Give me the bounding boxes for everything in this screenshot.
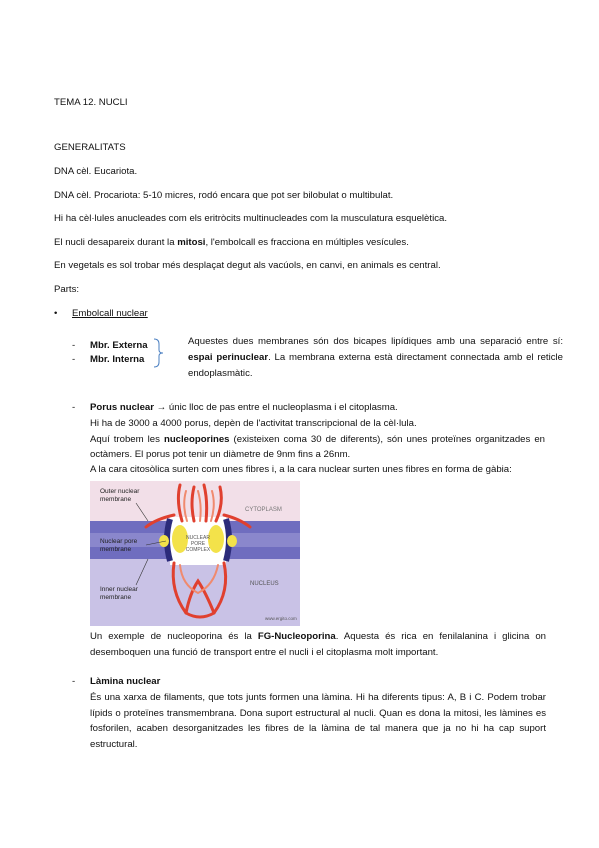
pore-membrane-label: membrane bbox=[100, 546, 132, 553]
cytoplasm-label: CYTOPLASM bbox=[245, 507, 282, 513]
membrane-external: Mbr. Externa bbox=[90, 340, 148, 351]
paragraph-line: Hi ha cèl·lules anucleades com els eritròcits multinucleades com la musculatura esquelètica. bbox=[54, 213, 447, 224]
porus-heading: Porus nuclear → únic lloc de pas entre el nucleoplasma i el citoplasma. bbox=[90, 402, 398, 413]
paragraph-block: És una xarxa de filaments, que tots junts formen una làmina. Hi ha diferents tipus: A, B i C. Podem trobar lípids o proteïnes transmembrana. Dona suport estructural al nucli. Quan es dona la mitosi, les làmines es fosforilen, acaben desorganitzades les fibres de la làmina de tal manera que ja no hi ha cap suport estructural. bbox=[90, 692, 546, 750]
paragraph-line: DNA cèl. Procariota: 5-10 micres, rodó encara que pot ser bilobulat o multibulat. bbox=[54, 190, 394, 201]
outer-membrane-label: membrane bbox=[100, 496, 132, 503]
membranes-description: Aquestes dues membranes són dos bicapes lipídiques amb una separació entre sí: espai perinuclear. La membrana externa està directament connectada amb el reticle endoplasmàtic. bbox=[188, 336, 563, 379]
brace-icon bbox=[152, 338, 166, 368]
paragraph-line: DNA cèl. Eucariota. bbox=[54, 166, 138, 177]
complex-label: COMPLEX bbox=[185, 547, 211, 553]
inner-membrane-label: Inner nuclear bbox=[100, 586, 138, 593]
paragraph-block: Aquí trobem les nucleoporines (existeixen coma 30 de diferents), són unes proteïnes organitzades en octàmers. El porus pot tenir un diàmetre de 9nm fins a 26nm. bbox=[90, 434, 545, 460]
lamina-heading: Làmina nuclear bbox=[90, 676, 161, 687]
list-heading: Embolcall nuclear bbox=[72, 308, 148, 319]
dash: - bbox=[72, 340, 76, 351]
outer-membrane-label: Outer nuclear bbox=[100, 488, 140, 495]
inner-membrane-label: membrane bbox=[100, 594, 132, 601]
nucleus-label: NUCLEUS bbox=[250, 581, 279, 587]
page-title: TEMA 12. NUCLI bbox=[54, 97, 128, 108]
nuclear-pore-figure bbox=[90, 481, 300, 626]
dash: - bbox=[72, 676, 76, 687]
complex-label: PORE bbox=[190, 541, 206, 547]
paragraph-line: En vegetals es sol trobar més desplaçat degut als vacúols, en canvi, en animals es central. bbox=[54, 260, 441, 271]
dash: - bbox=[72, 402, 76, 413]
figure-credit: www.ergito.com bbox=[265, 616, 297, 621]
bullet-icon: • bbox=[54, 308, 58, 319]
dash: - bbox=[72, 354, 76, 365]
paragraph-block: Un exemple de nucleoporina és la FG-Nucleoporina. Aquesta és rica en fenilalanina i glicina on desemboquen una funció de transport entre el nucli i el citoplasma molt important. bbox=[90, 631, 546, 658]
pore-membrane-label: Nuclear pore bbox=[100, 538, 138, 545]
paragraph-line: El nucli desapareix durant la mitosi, l'embolcall es fracciona en múltiples vesícules. bbox=[54, 237, 409, 248]
membrane-internal: Mbr. Interna bbox=[90, 354, 145, 365]
paragraph-line: Hi ha de 3000 a 4000 porus, depèn de l'activitat transcripcional de la cèl·lula. bbox=[90, 418, 417, 429]
arrow-right-icon: → bbox=[156, 402, 167, 413]
complex-label: NUCLEAR bbox=[186, 535, 210, 541]
paragraph-line: Parts: bbox=[54, 284, 80, 295]
paragraph-line: A la cara citosòlica surten com unes fibres i, a la cara nuclear surten unes fibres en forma de gàbia: bbox=[90, 464, 512, 475]
section-heading: GENERALITATS bbox=[54, 142, 126, 153]
